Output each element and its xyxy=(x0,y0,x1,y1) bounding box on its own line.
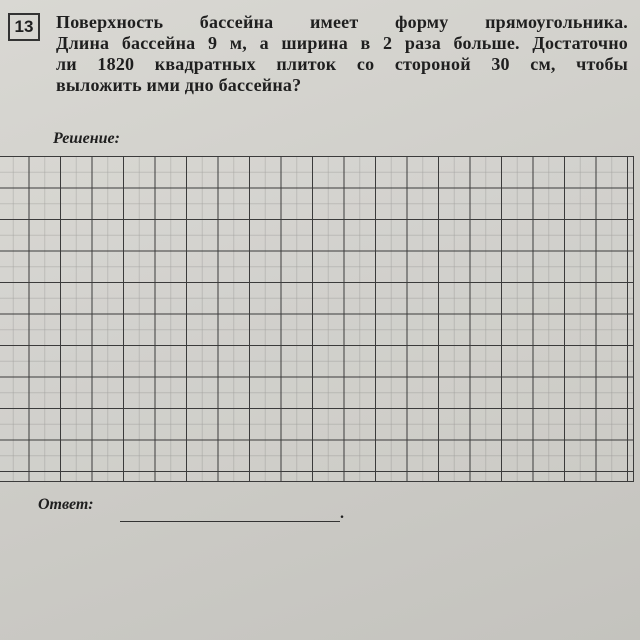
task-number-box: 13 xyxy=(8,13,40,41)
answer-end-mark: . xyxy=(340,505,344,522)
problem-text xyxy=(56,12,628,96)
problem-line: Поверхность бассейна имеет форму прямоугольника. xyxy=(56,12,628,32)
answer-label: Ответ: xyxy=(38,496,94,513)
grid-lines xyxy=(0,157,633,481)
solution-grid[interactable] xyxy=(0,156,634,482)
problem-line: Длина бассейна 9 м, а ширина в 2 раза больше. Достаточно xyxy=(56,33,628,53)
solution-label: Решение: xyxy=(53,130,120,147)
answer-field[interactable] xyxy=(120,521,340,522)
problem-line: ли 1820 квадратных плиток со стороной 30 см, чтобы xyxy=(56,54,628,74)
problem-line: выложить ими дно бассейна? xyxy=(56,75,302,95)
